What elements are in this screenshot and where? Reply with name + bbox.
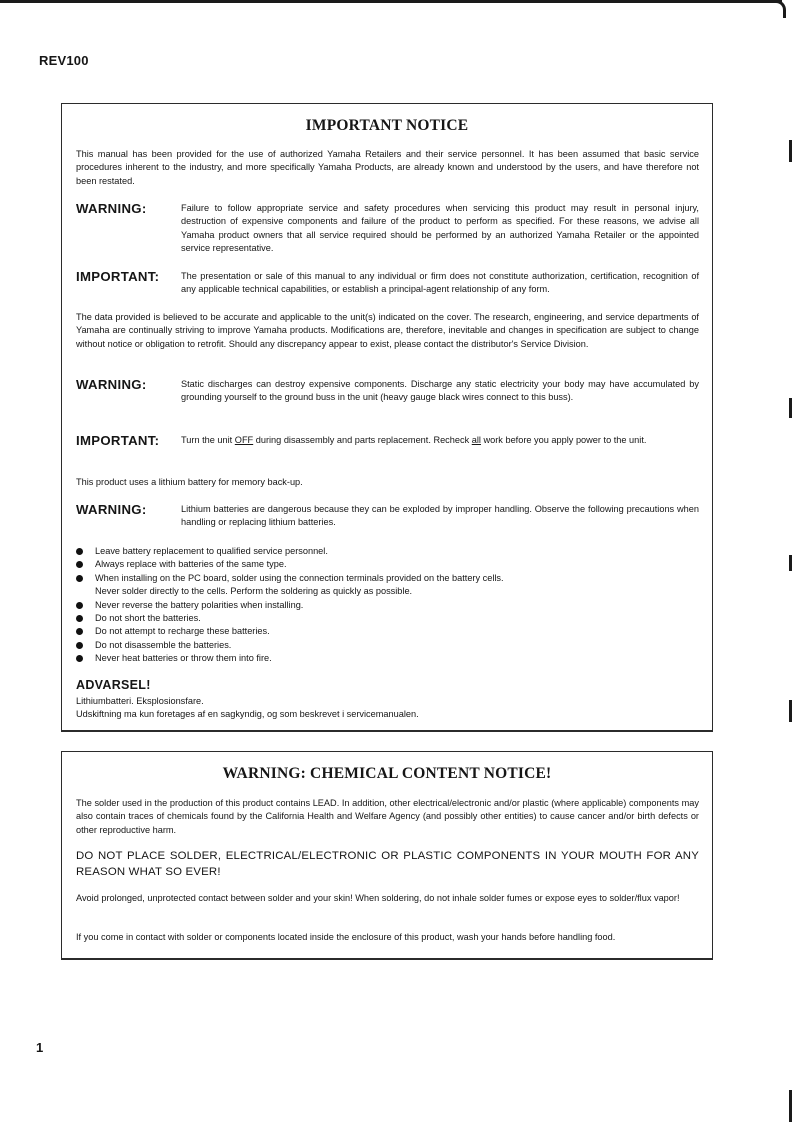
page-number: 1: [36, 1040, 44, 1055]
chemical-notice-box: [61, 751, 713, 959]
list-item: Always replace with batteries of the same type.: [76, 558, 696, 571]
scan-edge-mark: [789, 1090, 792, 1122]
advarsel-line: Lithiumbatteri. Eksplosionsfare.: [76, 696, 204, 706]
off-emphasis: OFF: [234, 435, 254, 445]
important-label: IMPORTANT:: [76, 433, 160, 448]
important-power-text: Turn the unit OFF during disassembly and parts replacement. Recheck all work before you apply power to the unit.: [181, 435, 647, 445]
scan-edge-mark: [789, 140, 792, 162]
chemical-notice-title: WARNING: CHEMICAL CONTENT NOTICE!: [222, 765, 552, 782]
list-item: Do not short the batteries.: [76, 612, 696, 625]
warning-static-text: Static discharges can destroy expensive components. Discharge any static electricity your body may have accumulated by grounding yourself to the ground buss in the unit (heavy gauge black wires connect to this buss).: [181, 379, 699, 403]
list-item: Leave battery replacement to qualified service personnel.: [76, 545, 696, 558]
bullet-icon: [76, 615, 83, 622]
bullet-icon: [76, 642, 83, 649]
scan-edge-mark: [789, 700, 792, 722]
warning-lithium-text: Lithium batteries are dangerous because they can be exploded by improper handling. Observe the following precautions when handling or replacing lithium batteries.: [181, 504, 699, 528]
list-item: Do not attempt to recharge these batteries.: [76, 625, 696, 638]
list-item: Do not disassemble the batteries.: [76, 639, 696, 652]
skin-contact-paragraph: Avoid prolonged, unprotected contact between solder and your skin! When soldering, do not inhale solder fumes or expose eyes to solder/flux vapor!: [76, 893, 680, 903]
list-item: Never reverse the battery polarities when installing.: [76, 599, 696, 612]
list-item: When installing on the PC board, solder using the connection terminals provided on the battery cells.: [76, 572, 696, 585]
list-item: Never heat batteries or throw them into fire.: [76, 652, 696, 665]
warning-label: WARNING:: [76, 502, 147, 517]
warning-label: WARNING:: [76, 377, 147, 392]
all-emphasis: all: [471, 435, 481, 445]
intro-paragraph: This manual has been provided for the use of authorized Yamaha Retailers and their service personnel. It has been assumed that basic service procedures inherent to the industry, and more specifically Yamaha Products, are already known and understood by the users, and have therefore not been restated.: [76, 149, 699, 186]
model-name: REV100: [39, 53, 89, 68]
advarsel-line: Udskiftning ma kun foretages af en sagkyndig, og som beskrevet i servicemanualen.: [76, 709, 419, 719]
wash-hands-paragraph: If you come in contact with solder or components located inside the enclosure of this product, wash your hands before handling food.: [76, 932, 616, 942]
list-item-continuation: Never solder directly to the cells. Perform the soldering as quickly as possible.: [95, 586, 413, 597]
important-notice-box: [61, 103, 713, 731]
battery-precautions-list: [76, 545, 696, 666]
advarsel-heading: ADVARSEL!: [76, 678, 151, 692]
data-accuracy-paragraph: The data provided is believed to be accurate and applicable to the unit(s) indicated on the cover. The research, engineering, and service departments of Yamaha are continually striving to improve Yamaha products. Modifications are, therefore, inevitable and changes in specification are subject to change without notice or obligation to retrofit. Should any discrepancy appear to exist, please contact the distributor's Service Division.: [76, 312, 699, 349]
mouth-warning-caps: DO NOT PLACE SOLDER, ELECTRICAL/ELECTRONIC OR PLASTIC COMPONENTS IN YOUR MOUTH FOR ANY REASON WHAT SO EVER!: [76, 850, 699, 878]
scan-edge-mark: [789, 398, 792, 418]
bullet-icon: [76, 561, 83, 568]
bullet-icon: [76, 602, 83, 609]
warning-service-text: Failure to follow appropriate service and safety procedures when servicing this product may result in personal injury, destruction of expensive components and failure of the product to perform as specified. For these reasons, we advise all Yamaha product owners that all service required should be performed by an authorized Yamaha Retailer or the appointed service representative.: [181, 203, 699, 254]
top-border-rule: [0, 0, 782, 3]
top-border-curl: [776, 0, 786, 18]
battery-paragraph: This product uses a lithium battery for memory back-up.: [76, 477, 303, 487]
scan-edge-mark: [789, 555, 792, 571]
bullet-icon: [76, 575, 83, 582]
warning-label: WARNING:: [76, 201, 147, 216]
lead-paragraph: The solder used in the production of this product contains LEAD. In addition, other electrical/electronic and/or plastic (where applicable) components may also contain traces of chemicals found by the California Health and Welfare Agency (and possibly other entities) to cause cancer and/or birth defects or other reproductive harm.: [76, 798, 699, 835]
bullet-icon: [76, 628, 83, 635]
bullet-icon: [76, 548, 83, 555]
important-authorization-text: The presentation or sale of this manual to any individual or firm does not constitute authorization, certification, recognition of any applicable technical capabilities, or establish a principal-agent relationship of any form.: [181, 271, 699, 295]
important-notice-title: IMPORTANT NOTICE: [305, 117, 469, 134]
bullet-icon: [76, 655, 83, 662]
important-label: IMPORTANT:: [76, 269, 160, 284]
